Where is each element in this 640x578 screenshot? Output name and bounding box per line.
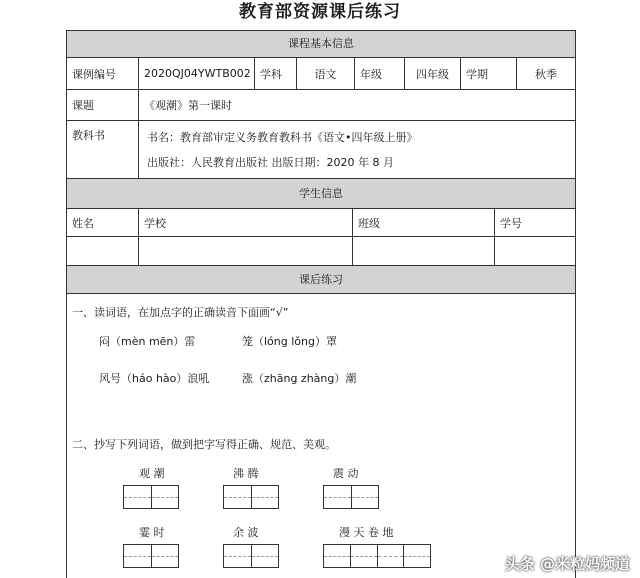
grade-label: 年级 bbox=[355, 58, 405, 89]
writing-grid-3[interactable] bbox=[323, 485, 379, 509]
textbook-label: 教科书 bbox=[67, 121, 139, 178]
q1-word-3: 风号（háo hào）浪吼 bbox=[99, 372, 210, 385]
topic-row bbox=[67, 90, 575, 121]
code-label: 课例编号 bbox=[67, 58, 139, 89]
class-label: 班级 bbox=[353, 209, 495, 236]
subject-value: 语文 bbox=[297, 58, 355, 89]
topic-value: 《观潮》第一课时 bbox=[144, 99, 232, 112]
code-value: 2020QJ04YWTB002 bbox=[139, 58, 255, 89]
writing-grid-2[interactable] bbox=[223, 485, 279, 509]
student-blank-row bbox=[67, 237, 575, 266]
q1-word-2: 笼（lóng lǒng）罩 bbox=[242, 335, 337, 348]
term-value: 秋季 bbox=[535, 67, 557, 81]
watermark: 头条 @米粒妈频道 bbox=[504, 555, 630, 573]
publisher-info: 出版社：人民教育出版社 出版日期：2020 年 8 月 bbox=[147, 156, 394, 169]
book-name: 书名：教育部审定义务教育教科书《语文•四年级上册》 bbox=[147, 131, 418, 144]
student-labels-row bbox=[67, 209, 575, 237]
question-2-title: 二、抄写下列词语，做到把字写得正确、规范、美观。 bbox=[72, 438, 336, 451]
number-label: 学号 bbox=[500, 216, 522, 230]
writing-grid-4[interactable] bbox=[123, 544, 179, 568]
q2-word-4: 霎 时 bbox=[139, 526, 165, 539]
topic-label: 课题 bbox=[67, 90, 139, 120]
worksheet bbox=[66, 30, 576, 578]
course-info-heading: 课程基本信息 bbox=[67, 31, 575, 58]
course-code-row bbox=[67, 58, 575, 90]
name-field[interactable] bbox=[67, 237, 139, 265]
school-label: 学校 bbox=[139, 209, 353, 236]
q2-word-6: 漫 天 卷 地 bbox=[339, 526, 394, 539]
school-field[interactable] bbox=[139, 237, 353, 265]
subject-label: 学科 bbox=[255, 58, 297, 89]
q2-word-2: 沸 腾 bbox=[233, 467, 259, 480]
q1-word-1: 闷（mèn mēn）雷 bbox=[99, 335, 196, 348]
q2-word-5: 余 波 bbox=[233, 526, 259, 539]
writing-grid-5[interactable] bbox=[223, 544, 279, 568]
page-title: 教育部资源课后练习 bbox=[239, 2, 401, 22]
textbook-row bbox=[67, 121, 575, 179]
grade-value: 四年级 bbox=[405, 58, 461, 89]
exercise-heading: 课后练习 bbox=[67, 266, 575, 294]
number-field[interactable] bbox=[495, 237, 575, 265]
writing-grid-6[interactable] bbox=[323, 544, 431, 568]
writing-grid-1[interactable] bbox=[123, 485, 179, 509]
q1-word-4: 涨（zhāng zhàng）潮 bbox=[242, 372, 357, 385]
class-field[interactable] bbox=[353, 237, 495, 265]
student-info-heading: 学生信息 bbox=[67, 179, 575, 209]
term-label: 学期 bbox=[461, 58, 517, 89]
q2-word-1: 观 潮 bbox=[139, 467, 165, 480]
q2-word-3: 震 动 bbox=[333, 467, 359, 480]
question-1-title: 一、读词语，在加点字的正确读音下面画“√” bbox=[72, 306, 289, 319]
name-label: 姓名 bbox=[67, 209, 139, 236]
